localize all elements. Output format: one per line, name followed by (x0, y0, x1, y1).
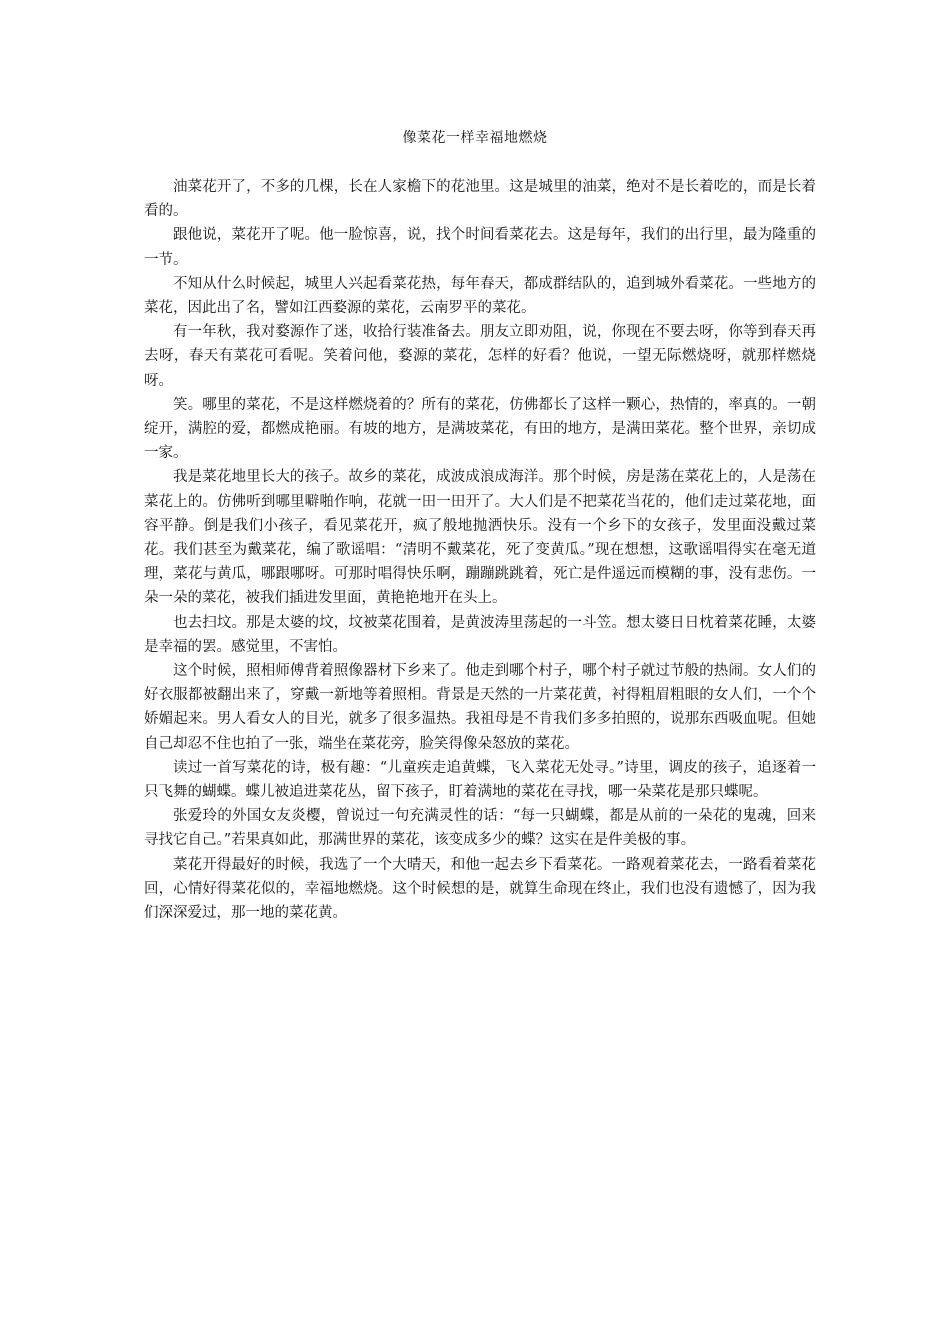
paragraph: 油菜花开了，不多的几棵，长在人家檐下的花池里。这是城里的油菜，绝对不是长着吃的，而是长着看的。 (144, 179, 816, 220)
paragraph: 张爱玲的外国女友炎樱，曾说过一句充满灵性的话：“每一只蝴蝶，都是从前的一朵花的鬼魂，回来寻找它自己。”若果真如此，那满世界的菜花，该变成多少的蝶？这实在是件美极的事。 (144, 808, 816, 849)
paragraph: 有一年秋，我对婺源作了迷，收拾行装准备去。朋友立即劝阻，说，你现在不要去呀，你等到春天再去呀，春天有菜花可看呢。笑着问他，婺源的菜花，怎样的好看？他说，一望无际燃烧呀，就那样燃烧呀。 (144, 324, 816, 389)
paragraph: 不知从什么时候起，城里人兴起看菜花热，每年春天，都成群结队的，追到城外看菜花。一些地方的菜花，因此出了名，譬如江西婺源的菜花，云南罗平的菜花。 (144, 275, 816, 317)
paragraph: 这个时候，照相师傅背着照像器材下乡来了。他走到哪个村子，哪个村子就过节般的热闹。女人们的好衣服都被翻出来了，穿戴一新地等着照相。背景是天然的一片菜花黄，衬得粗眉粗眼的女人们，一个个娇媚起来。男人看女人的目光，就多了很多温热。我祖母是不肯我们多多拍照的，说那东西吸血呢。但她自己却忍不住也拍了一张，端坐在菜花旁，脸笑得像朵怒放的菜花。 (144, 663, 816, 752)
paragraph: 笑。哪里的菜花，不是这样燃烧着的？所有的菜花，仿佛都长了这样一颗心，热情的，率真的。一朝绽开，满腔的爱，都燃成艳丽。有坡的地方，是满坡菜花，有田的地方，是满田菜花。整个世界，亲切成一家。 (144, 396, 816, 462)
paragraph: 我是菜花地里长大的孩子。故乡的菜花，成波成浪成海洋。那个时候，房是荡在菜花上的，人是荡在菜花上的。仿佛听到哪里噼啪作响，花就一田一田开了。大人们是不把菜花当花的，他们走过菜花地，面容平静。倒是我们小孩子，看见菜花开，疯了般地抛洒快乐。没有一个乡下的女孩子，发里面没戴过菜花。我们甚至为戴菜花，编了歌谣唱：“清明不戴菜花，死了变黄瓜。”现在想想，这歌谣唱得实在毫无道理，菜花与黄瓜，哪跟哪呀。可那时唱得快乐啊，蹦蹦跳跳着，死亡是件遥远而模糊的事，没有悲伤。一朵一朵的菜花，被我们插进发里面，黄艳艳地开在头上。 (144, 469, 816, 607)
paragraph: 读过一首写菜花的诗，极有趣：“儿童疾走追黄蝶，飞入菜花无处寻。”诗里，调皮的孩子，追逐着一只飞舞的蝴蝶。蝶儿被追进菜花丛，留下孩子，盯着满地的菜花在寻找，哪一朵菜花是那只蝶呢。 (144, 759, 816, 801)
paragraph: 也去扫坟。那是太婆的坟，坟被菜花围着，是黄波涛里荡起的一斗笠。想太婆日日枕着菜花睡，太婆是幸福的罢。感觉里，不害怕。 (144, 614, 816, 655)
paragraph: 菜花开得最好的时候，我选了一个大晴天，和他一起去乡下看菜花。一路观着菜花去，一路看着菜花回，心情好得菜花似的，幸福地燃烧。这个时候想的是，就算生命现在终止，我们也没有遗憾了，因为我们深深爱过，那一地的菜花黄。 (144, 856, 816, 922)
paragraph: 跟他说，菜花开了呢。他一脸惊喜，说，找个时间看菜花去。这是每年，我们的出行里，最为隆重的一节。 (144, 227, 816, 268)
document-title: 像菜花一样幸福地燃烧 (402, 130, 548, 146)
document-body (144, 175, 816, 925)
